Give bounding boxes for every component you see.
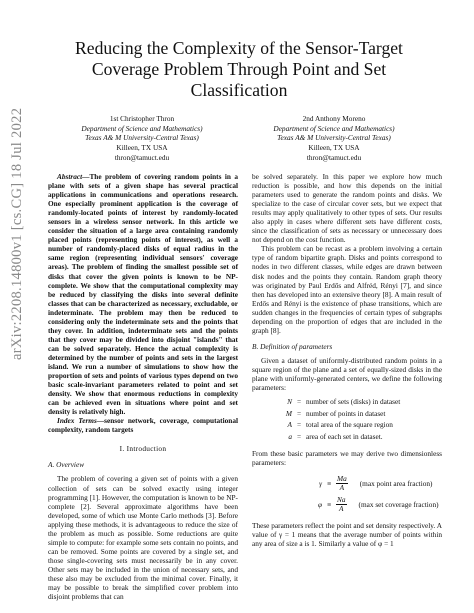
definition-text: number of points in dataset: [306, 408, 386, 418]
definition-row: [271, 432, 442, 444]
index-terms: [48, 416, 238, 434]
author-university: Texas A& M University-Central Texas): [277, 133, 391, 143]
left-column: [48, 172, 238, 601]
definition-equals: =: [296, 408, 302, 418]
author-email: thron@tamuct.edu: [306, 152, 362, 162]
definition-row: [271, 397, 442, 409]
definition-text: number of sets (disks) in dataset: [306, 397, 401, 407]
equation-fraction: [336, 496, 347, 513]
definition-equals: =: [296, 431, 302, 441]
index-terms-text: —sensor network, coverage, computational complexity, random targets: [48, 416, 239, 435]
body-paragraph: Given a dataset of uniformly-distributed random points in a square region of the plane and a set of equally-sized disks in the plane with uniformly-generated centers, we define the following parameters:: [252, 355, 442, 393]
author-city: Killeen, TX USA: [116, 143, 168, 153]
definition-equals: =: [296, 420, 302, 430]
equation-description: (max set coverage fraction): [358, 500, 439, 510]
equation-fraction: [336, 475, 348, 492]
definition-text: total area of the square region: [306, 420, 393, 430]
subsection-heading: B. Definition of parameters: [252, 341, 333, 351]
author-block: [244, 114, 424, 163]
author-block: [52, 114, 232, 163]
author-city: Killeen, TX USA: [308, 143, 360, 153]
body-paragraph: This problem can be recast as a problem involving a certain type of random bipartite graph. Disks and points correspond to nodes in two different classes, while edges are drawn between disk nodes and the points they contain. Random graph theory was originated by Paul Erdős and Alfréd, Rényi [7], and since then has developed into an extensive theory [8]. A main result of Erdős and Rényi is the existence of phase transitions, which are sudden changes in the frequencies of certain types of subgraphs depending on the proportion of edges that are included in the graph [8].: [252, 244, 442, 335]
author-department: Department of Science and Mathematics): [273, 123, 395, 133]
definition-row: [271, 409, 442, 421]
fraction-numerator: Na: [337, 495, 346, 505]
abstract-label: Abstract: [57, 172, 83, 181]
equation-row: [310, 473, 442, 494]
author-email: thron@tamuct.edu: [114, 152, 170, 162]
section-heading: I. Introduction: [119, 444, 167, 454]
fraction-denominator: A: [339, 483, 345, 493]
equation-symbol: φ: [317, 500, 322, 510]
body-paragraph: The problem of covering a given set of points with a given collection of sets can be solved exactly using integer programming [1]. However, the computation is known to be NP-complete [2]. Several approximate algorithms have been developed, some of which use Monte Carlo methods [3]. Before applying these methods, it is advantageous to reduce the size of the problem as much as possible. Some reductions are quite simple to compute: for example some sets contain no points, and can be removed. Some points are covered by a single set, and those single-covering sets must necessarily be in any cover. Other sets may be included in the union of necessary sets, and these also may be excluded from the minimal cover. Finally, it may be possible to break the simplified cover problem into disjoint problems that can: [48, 474, 238, 602]
fraction-numerator: Ma: [337, 474, 347, 484]
definition-row: [271, 420, 442, 432]
definition-equals: =: [296, 397, 302, 407]
equation-symbol: γ: [319, 479, 322, 489]
subsection-heading: A. Overview: [48, 460, 85, 470]
author-university: Texas A& M University-Central Texas): [85, 133, 199, 143]
body-paragraph: be solved separately. In this paper we explore how much reduction is possible, and how this depends on the initial parameters used to generate the random points and disks. We specialize to the case of circular cover sets, but we expect that results may apply qualitatively to other types of sets. Our results also apply in cases where different sets have different costs, since the classification of sets as necessary or unnecessary does not depend on the cost function.: [252, 172, 442, 245]
equation-operator: ≡: [326, 500, 332, 510]
author-name: 1st Christopher Thron: [109, 114, 175, 123]
definition-symbol: A: [287, 420, 292, 430]
equation-row: [310, 494, 442, 515]
equation-description: (max point area fraction): [359, 479, 433, 489]
abstract-text: —The problem of covering random points in a plane with sets of a given shape has several practical applications in communications and operations research. One especially prominent application is the coverage of randomly-located points of interest by randomly-located sensors in a wireless sensor network. In this article we consider the situation of a large area containing randomly placed points (representing points of interest), as well a number of randomly-placed disks of equal radius in the same region (representing individual sensors' coverage areas). The problem of finding the smallest possible set of disks that cover the given points is known to be NP-complete. We show that the computational complexity may be reduced by classifying the disks into several definite classes that can be characterized as necessary, excludable, or indeterminate. The problem may then be reduced to considering only the indeterminate sets and the points that they cover. In addition, indeterminate sets and the points that they cover may be divided into disjoint "islands" that can be solved separately. Hence the actual complexity is determined by the number of points and sets in the largest island. We run a number of simulations to show how the proportion of sets and points of various types depend on two basic scale-invariant parameters related to point and set density. We show that enormous reductions in complexity can be achieved even in situations where point and set density is relatively high.: [48, 172, 238, 417]
parameter-definitions: [252, 397, 442, 443]
paper-title: Reducing the Complexity of the Sensor-Target Coverage Problem Through Point and Set Classification: [75, 38, 403, 100]
abstract: [48, 172, 238, 416]
right-column: [252, 172, 442, 548]
body-paragraph: From these basic parameters we may derive two dimensionless parameters:: [252, 449, 442, 468]
definition-symbol: N: [287, 397, 292, 407]
definition-symbol: a: [288, 431, 292, 441]
arxiv-identifier: arXiv:2208.14800v1 [cs.CG] 18 Jul 2022: [9, 107, 25, 360]
equation-operator: ≡: [326, 479, 332, 489]
author-name: 2nd Anthony Moreno: [302, 114, 366, 123]
definition-symbol: M: [285, 408, 292, 418]
dimensionless-equations: [252, 473, 442, 515]
index-terms-label: Index Terms: [57, 416, 97, 426]
fraction-denominator: A: [339, 504, 344, 514]
author-department: Department of Science and Mathematics): [81, 123, 203, 133]
body-paragraph: These parameters reflect the point and set density respectively. A value of γ = 1 means that the average number of points within any area of size a is 1. Similarly a value of φ = 1: [252, 521, 442, 549]
definition-text: area of each set in dataset.: [306, 431, 383, 441]
